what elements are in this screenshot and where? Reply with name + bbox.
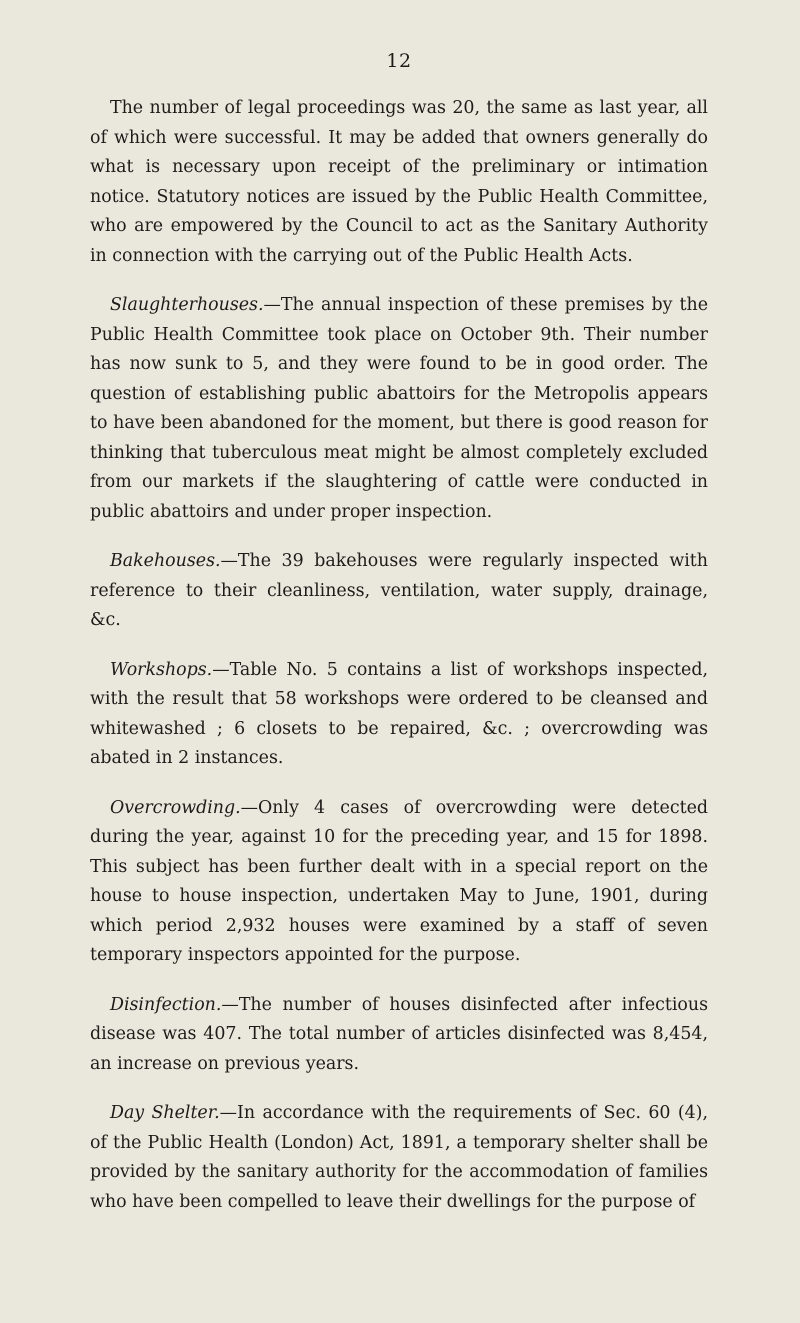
paragraph-text: —Table No. 5 contains a list of workshops inspected, with the result that 58 workshops were ordered to be cleansed and whitewashed ; 6 closets to be repaired, &c. ; overcrowding was abated in 2 instances.	[90, 659, 708, 768]
page-number: 12	[386, 50, 412, 72]
paragraph-legal-proceedings	[90, 94, 708, 271]
paragraph-workshops	[90, 656, 708, 774]
paragraph-slaughterhouses	[90, 291, 708, 527]
paragraph-heading: Disinfection.	[110, 994, 222, 1015]
paragraph-heading: Bakehouses.	[110, 551, 221, 571]
paragraph-text: —The annual inspection of these premises by the Public Health Committee took place on October 9th. Their number has now sunk to 5, and they were found to be in good order. The question of establishing public abattoirs for the Metropolis appears to have been abandoned for the moment, but there is good reason for thinking that tuberculous meat might be almost completely excluded from our markets if the slaughtering of cattle were conducted in public abattoirs and under proper inspection.	[90, 295, 708, 522]
paragraph-overcrowding	[90, 794, 708, 971]
paragraph-day-shelter	[90, 1099, 708, 1217]
paragraph-heading: Workshops.	[110, 659, 213, 680]
paragraph-text: —The 39 bakehouses were regularly inspected with reference to their cleanliness, ventilation, water supply, drainage, &c.	[90, 551, 708, 630]
paragraph-text: —The number of houses disinfected after infectious disease was 407. The total number of articles disinfected was 8,454, an increase on previous years.	[90, 994, 708, 1074]
paragraph-bakehouses	[90, 547, 708, 636]
paragraph-disinfection	[90, 991, 708, 1080]
paragraph-heading: Overcrowding.	[110, 797, 241, 818]
paragraph-text: The number of legal proceedings was 20, the same as last year, all of which were successful. It may be added that owners generally do what is necessary upon receipt of the preliminary or intimation notice. Statutory notices are issued by the Public Health Committee, who are empowered by the Council to act as the Sanitary Authority in connection with the carrying out of the Public Health Acts.	[90, 98, 708, 266]
paragraph-heading: Slaughterhouses.	[110, 295, 264, 315]
paragraph-heading: Day Shelter.	[110, 1103, 220, 1123]
paragraph-text: —In accordance with the requirements of Sec. 60 (4), of the Public Health (London) Act, 1891, a temporary shelter shall be provided by the sanitary authority for the accommodation of families who have been compelled to leave their dwellings for the purpose of	[90, 1103, 708, 1212]
paragraph-text: —Only 4 cases of overcrowding were detected during the year, against 10 for the preceding year, and 15 for 1898. This subject has been further dealt with in a special report on the house to house inspection, undertaken May to June, 1901, during which period 2,932 houses were examined by a staff of seven temporary inspectors appointed for the purpose.	[90, 797, 708, 965]
